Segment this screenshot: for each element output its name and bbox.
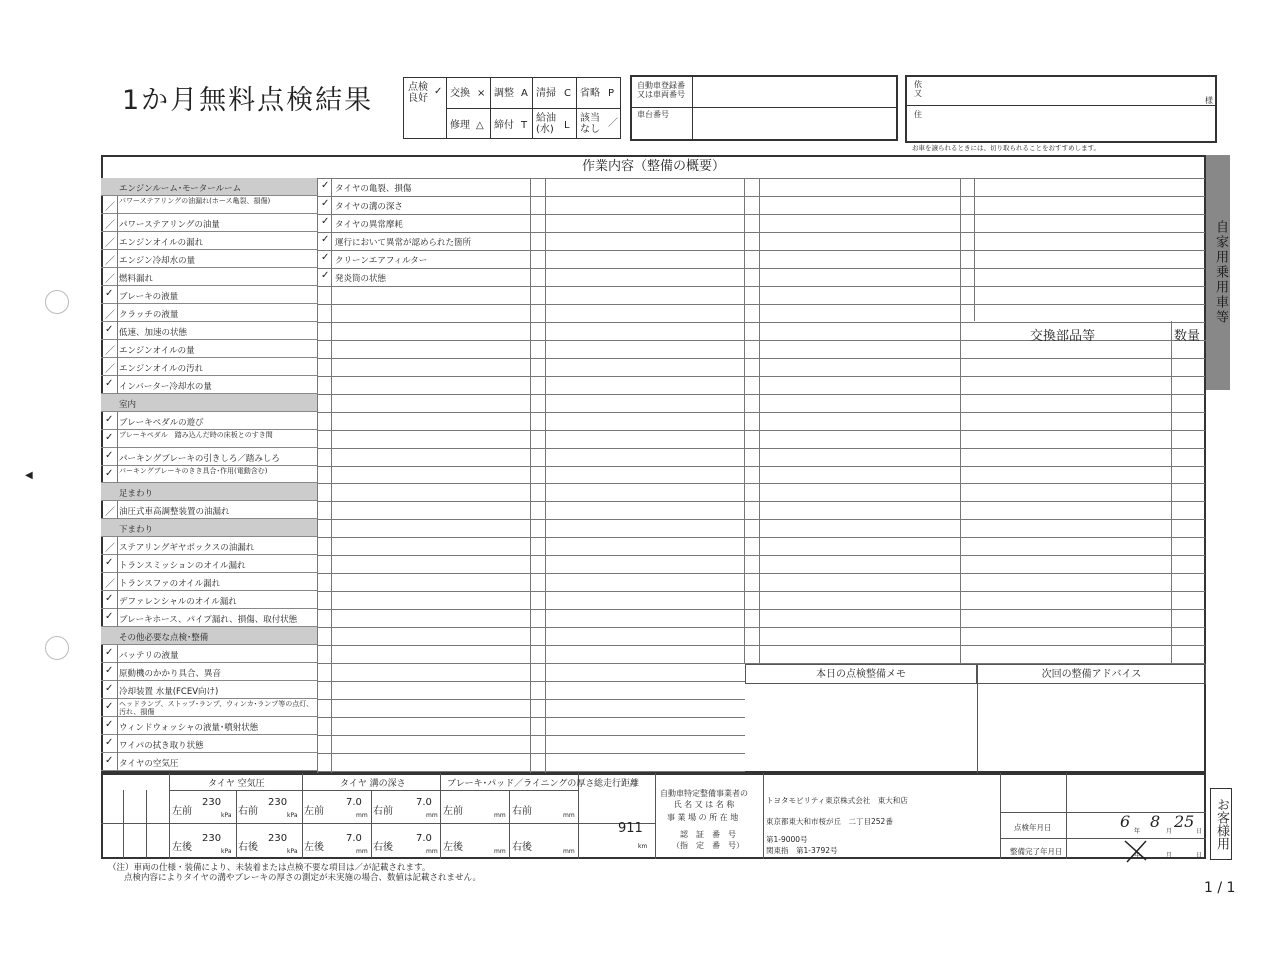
check-item xyxy=(101,537,317,555)
check-item xyxy=(101,501,317,519)
month-label: 月 xyxy=(1166,828,1173,835)
legend-adjust: 調整 xyxy=(494,88,514,99)
check-item-label: ブレーキペダル 踏み込んだ時の床板とのすき間 xyxy=(119,430,273,439)
legend-clean-mark: C xyxy=(564,88,571,99)
section-header xyxy=(101,394,317,412)
check-item xyxy=(101,250,317,268)
pressure-rr-label: 右後 xyxy=(238,842,258,853)
check-item-label: タイヤの溝の深さ xyxy=(335,201,403,212)
check-mark: ／ xyxy=(105,255,115,267)
year-label: 年 xyxy=(1134,828,1141,835)
check-item-label: ステアリングギヤボックスの油漏れ xyxy=(119,543,255,554)
owner-note: お車を譲られるときには、切り取られることをおすすめします。 xyxy=(912,144,1101,152)
check-mark: ✓ xyxy=(105,467,114,479)
memo-area xyxy=(745,684,978,773)
check-mark: ／ xyxy=(105,363,115,375)
check-item-label: タイヤの空気圧 xyxy=(119,759,179,770)
footnote-line-1: （注）車両の仕様・装備により、未装着または点検不要な項目は／が記載されます。 xyxy=(108,863,431,873)
legend-repair-mark: △ xyxy=(476,120,484,131)
odo-header: 総走行距離 xyxy=(594,779,640,789)
check-item xyxy=(317,232,530,250)
check-item-label: 室内 xyxy=(119,399,137,410)
check-mark: ✓ xyxy=(105,737,114,749)
check-item xyxy=(101,358,317,376)
check-item xyxy=(101,268,317,286)
check-item-label: 油圧式車高調整装置の油漏れ xyxy=(119,507,230,518)
check-mark: ✓ xyxy=(105,647,114,659)
check-item-label: ヘッドランプ、ストップ･ランプ、ウィンカ･ランプ等の点灯、汚れ、損傷 xyxy=(119,700,314,716)
check-mark: ✓ xyxy=(321,233,330,245)
shop-name: トヨタモビリティ東京株式会社 東大和店 xyxy=(766,796,908,805)
check-item-label: パワーステアリングの油量 xyxy=(119,219,220,230)
pressure-fl-label: 左前 xyxy=(172,806,192,817)
check-mark: ／ xyxy=(105,507,115,519)
date-year: 6 xyxy=(1120,812,1131,831)
check-mark: ✓ xyxy=(321,269,330,281)
depth-fr: 7.0 xyxy=(416,797,432,808)
section-header xyxy=(101,178,317,196)
check-mark: ✓ xyxy=(105,593,114,605)
check-mark: ✓ xyxy=(105,557,114,569)
check-item xyxy=(101,735,317,753)
kpa-unit: kPa xyxy=(287,848,298,855)
legend-adjust-mark: A xyxy=(521,88,528,99)
pad-rl-label: 左後 xyxy=(443,842,463,853)
check-item-label: エンジンオイルの量 xyxy=(119,345,195,356)
check-item xyxy=(101,286,317,304)
month-label: 月 xyxy=(1166,852,1173,859)
check-item xyxy=(317,196,530,214)
check-mark: ✓ xyxy=(105,665,114,677)
check-item xyxy=(101,448,317,466)
day-label: 日 xyxy=(1196,852,1203,859)
check-item xyxy=(101,376,317,394)
page-title: 1か月無料点検結果 xyxy=(122,85,374,116)
inspection-date-label: 点検年月日 xyxy=(1014,823,1052,832)
check-mark: ／ xyxy=(105,579,115,591)
shop-name-label: 自動車特定整備事業者の 氏 名 又 は 名 称 xyxy=(660,789,748,809)
km-unit: km xyxy=(638,843,648,850)
check-item-label: 足まわり xyxy=(119,489,154,500)
kpa-unit: kPa xyxy=(221,848,232,855)
odometer-value: 911 xyxy=(618,821,643,836)
mm-unit: mm xyxy=(426,848,438,855)
pad-fr-label: 右前 xyxy=(512,806,532,817)
check-item-label: 原動機のかかり具合、異音 xyxy=(119,669,222,680)
check-mark: ／ xyxy=(105,237,115,249)
check-item-label: 低速、加速の状態 xyxy=(119,327,188,338)
check-item xyxy=(317,214,530,232)
depth-rl-label: 左後 xyxy=(304,842,324,853)
legend-repair: 修理 xyxy=(450,120,470,131)
check-item-label: 冷却装置 水量(FCEV向け) xyxy=(119,687,219,698)
side-tab-private-car: 自家用乗用車等 xyxy=(1206,155,1230,390)
customer-copy-tab: お客様用 xyxy=(1210,788,1232,860)
check-item xyxy=(101,340,317,358)
check-item-label: ブレーキホース、パイプ漏れ、損傷、取付状態 xyxy=(119,615,298,626)
depth-header: タイヤ 溝の深さ xyxy=(340,779,406,789)
legend-good: 点検 良好 xyxy=(408,82,428,104)
check-item-label: トランスミッションのオイル漏れ xyxy=(119,561,246,572)
depth-fl-label: 左前 xyxy=(304,806,324,817)
section-header xyxy=(101,627,317,645)
page-number: 1 / 1 xyxy=(1204,880,1236,896)
punch-hole-icon xyxy=(45,636,69,660)
advice-header: 次回の整備アドバイス xyxy=(977,664,1206,684)
check-mark: ✓ xyxy=(105,449,114,461)
check-mark: ✓ xyxy=(105,683,114,695)
pressure-header: タイヤ 空気圧 xyxy=(208,779,265,789)
date-day: 25 xyxy=(1174,812,1195,831)
legend-na-mark: ／ xyxy=(608,118,618,129)
date-month: 8 xyxy=(1150,812,1161,831)
vehicle-reg-label: 自動車登録番 又は車両番号 xyxy=(637,81,685,99)
check-item-label: 燃料漏れ xyxy=(119,273,154,284)
legend-good-mark: ✓ xyxy=(434,86,443,97)
check-mark: ／ xyxy=(105,273,115,285)
pad-rr-label: 右後 xyxy=(512,842,532,853)
mm-unit: mm xyxy=(356,848,368,855)
legend-clean: 清掃 xyxy=(536,88,556,99)
footnote-line-2: 点検内容によりタイヤの溝やブレーキの厚さの測定が未実施の場合、数値は記載されません。 xyxy=(124,873,482,883)
check-item-label: エンジン冷却水の量 xyxy=(119,255,196,266)
kpa-unit: kPa xyxy=(221,812,232,819)
check-item-label: バッテリの液量 xyxy=(119,651,179,662)
check-item-label: インバーター冷却水の量 xyxy=(119,381,212,392)
qty-header: 数量 xyxy=(1174,329,1201,344)
shop-cert-label: 認 証 番 号 （指 定 番 号） xyxy=(672,830,744,850)
legend-lube-mark: L xyxy=(564,120,570,131)
arrow-left-icon: ◀ xyxy=(25,470,33,481)
check-item-label: 下まわり xyxy=(119,525,154,536)
depth-fr-label: 右前 xyxy=(373,806,393,817)
kpa-unit: kPa xyxy=(287,812,298,819)
check-item xyxy=(101,573,317,591)
check-item xyxy=(101,681,317,699)
legend-tighten: 締付 xyxy=(494,120,514,131)
punch-hole-icon xyxy=(45,290,69,314)
check-item-label: その他必要な点検･整備 xyxy=(119,633,209,644)
check-item-label: トランスファのオイル漏れ xyxy=(119,579,221,590)
legend-box xyxy=(403,77,621,139)
check-item xyxy=(317,178,530,196)
vehicle-box xyxy=(630,75,898,141)
check-item xyxy=(101,322,317,340)
check-mark: ／ xyxy=(105,201,115,213)
check-item-label: ウィンドウォッシャの液量･噴射状態 xyxy=(119,723,259,734)
check-mark: ／ xyxy=(105,345,115,357)
pressure-rr: 230 xyxy=(268,833,288,844)
depth-rr: 7.0 xyxy=(416,833,432,844)
completion-date-label: 整備完了年月日 xyxy=(1010,847,1063,856)
shop-cert-2: 関東指 第1-3792号 xyxy=(766,846,838,855)
legend-tighten-mark: T xyxy=(521,120,528,131)
check-item-label: パワーステアリングの油漏れ(ホース亀裂、損傷) xyxy=(119,196,271,205)
check-mark: ✓ xyxy=(321,215,330,227)
owner-addr-label: 住 xyxy=(914,110,922,119)
check-item xyxy=(101,466,317,484)
owner-suffix: 様 xyxy=(1205,96,1213,105)
check-item-label: 運行において異常が認められた箇所 xyxy=(335,237,472,248)
work-header: 作業内容（整備の概要） xyxy=(581,159,725,174)
check-item xyxy=(317,268,530,286)
check-mark: ✓ xyxy=(105,377,114,389)
legend-omit-mark: P xyxy=(608,88,615,99)
check-item-label: クラッチの液量 xyxy=(119,309,179,320)
check-item-label: 発炎筒の状態 xyxy=(335,273,387,284)
check-item-label: タイヤの異常摩耗 xyxy=(335,219,403,230)
shop-address: 東京都東大和市桜が丘 二丁目252番 xyxy=(766,817,893,826)
mm-unit: mm xyxy=(426,812,438,819)
check-mark: ✓ xyxy=(105,287,114,299)
depth-rr-label: 右後 xyxy=(373,842,393,853)
check-mark: ✓ xyxy=(105,755,114,767)
check-mark: ／ xyxy=(105,543,115,555)
check-item-label: パーキングブレーキの引きしろ／踏みしろ xyxy=(119,453,280,464)
pressure-rl-label: 左後 xyxy=(172,842,192,853)
check-item-label: パーキングブレーキのきき具合･作用(電動含む) xyxy=(119,466,268,475)
legend-lube: 給油 (水) xyxy=(536,113,556,135)
check-item xyxy=(101,430,317,448)
mm-unit: mm xyxy=(563,812,575,819)
check-item xyxy=(101,555,317,573)
mm-unit: mm xyxy=(494,848,506,855)
check-item-label: エンジンオイルの汚れ xyxy=(119,363,204,374)
depth-fl: 7.0 xyxy=(346,797,362,808)
section-header xyxy=(101,519,317,537)
pressure-fl: 230 xyxy=(202,797,222,808)
check-item xyxy=(101,591,317,609)
check-mark: ／ xyxy=(105,309,115,321)
check-mark: ✓ xyxy=(105,413,114,425)
check-item xyxy=(101,412,317,430)
check-item xyxy=(101,717,317,735)
check-item xyxy=(101,304,317,322)
legend-replace: 交換 xyxy=(450,88,470,99)
check-item xyxy=(101,645,317,663)
memo-header: 本日の点検整備メモ xyxy=(745,664,977,684)
pad-fl-label: 左前 xyxy=(443,806,463,817)
check-item-label: デファレンシャルのオイル漏れ xyxy=(119,597,237,608)
check-item xyxy=(101,232,317,250)
mm-unit: mm xyxy=(494,812,506,819)
check-mark: ✓ xyxy=(105,719,114,731)
check-item xyxy=(101,699,317,717)
check-item xyxy=(101,196,317,214)
check-item-label: クリーンエアフィルター xyxy=(335,255,428,266)
section-header xyxy=(101,483,317,501)
pressure-fr-label: 右前 xyxy=(238,806,258,817)
owner-name-label: 依 又 xyxy=(914,80,922,98)
pressure-fr: 230 xyxy=(268,797,288,808)
check-item xyxy=(317,250,530,268)
footnote xyxy=(108,863,481,883)
check-item-label: エンジンオイルの漏れ xyxy=(119,237,204,248)
parts-header: 交換部品等 xyxy=(1030,329,1096,344)
legend-na: 該当 なし xyxy=(580,113,600,135)
check-item-label: エンジンルーム･モータールーム xyxy=(119,184,242,194)
check-mark: ✓ xyxy=(105,611,114,623)
pad-header: ブレーキ･パッド／ライニングの厚さ xyxy=(447,779,595,789)
mm-unit: mm xyxy=(356,812,368,819)
shop-cert-1: 第1-9000号 xyxy=(766,835,808,844)
strike-mark-icon xyxy=(1122,838,1152,864)
check-item-label: タイヤの亀裂、損傷 xyxy=(335,184,412,194)
year-label: 年 xyxy=(1134,852,1141,859)
check-item xyxy=(101,214,317,232)
check-item-label: ブレーキペダルの遊び xyxy=(119,417,204,428)
day-label: 日 xyxy=(1196,828,1203,835)
check-mark: ✓ xyxy=(105,323,114,335)
check-mark: ✓ xyxy=(105,701,114,713)
pressure-rl: 230 xyxy=(202,833,222,844)
check-mark: ✓ xyxy=(105,431,114,443)
check-item xyxy=(101,753,317,771)
check-mark: ✓ xyxy=(321,197,330,209)
mm-unit: mm xyxy=(563,848,575,855)
check-item xyxy=(101,609,317,627)
check-mark: ✓ xyxy=(321,251,330,263)
check-mark: ／ xyxy=(105,219,115,231)
owner-box xyxy=(905,75,1217,143)
legend-replace-mark: × xyxy=(477,88,486,99)
check-item xyxy=(101,663,317,681)
check-mark: ✓ xyxy=(321,180,330,191)
check-item-label: ワイパの拭き取り状態 xyxy=(119,741,204,752)
depth-rl: 7.0 xyxy=(346,833,362,844)
legend-omit: 省略 xyxy=(580,88,600,99)
shop-addr-label: 事 業 場 の 所 在 地 xyxy=(667,813,739,822)
check-item-label: ブレーキの液量 xyxy=(119,291,179,302)
vehicle-chassis-label: 車台番号 xyxy=(637,110,669,119)
